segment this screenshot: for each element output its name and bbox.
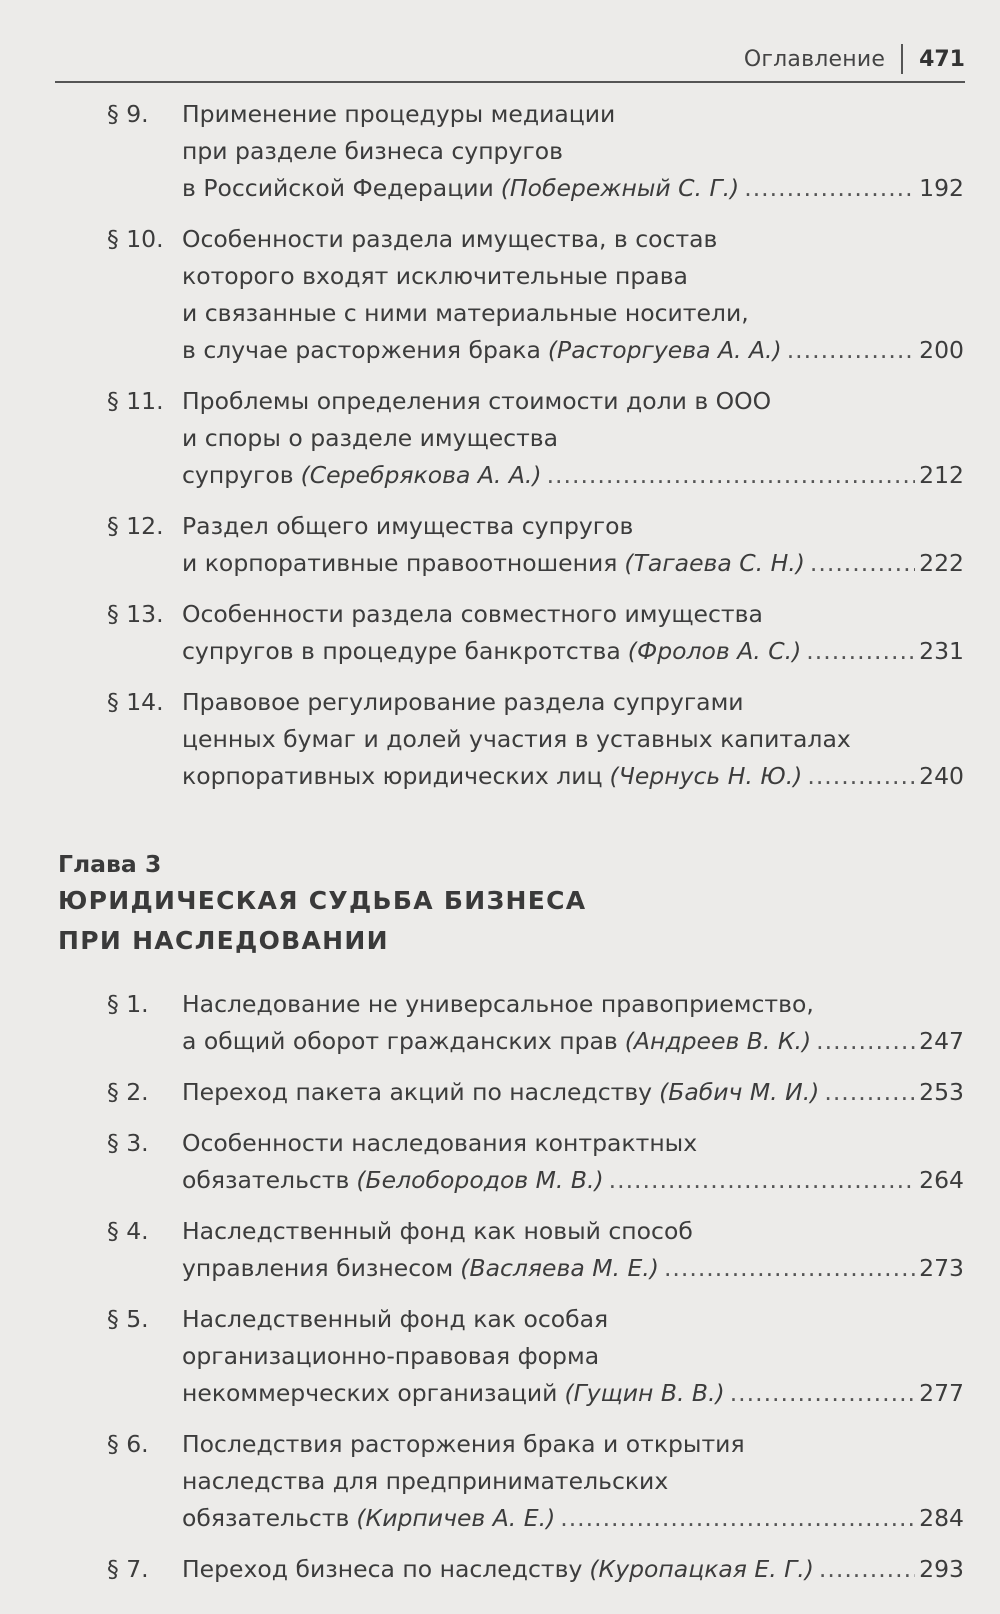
entry-text — [182, 96, 964, 207]
section-number: § 12. — [107, 512, 164, 540]
section-number: § 13. — [107, 600, 164, 628]
entry-title-line: в Российской Федерации — [182, 174, 494, 202]
entry-title-line: при разделе бизнеса супругов — [182, 137, 563, 165]
entry-final-line — [182, 1375, 964, 1412]
entry-title-line: а общий оборот гражданских прав — [182, 1027, 618, 1055]
entry-title-line: супругов — [182, 461, 294, 489]
section-number: § 1. — [107, 990, 149, 1018]
toc-list-chapter-2 — [0, 96, 1000, 809]
author-name: (Белобородов М. В.) — [356, 1166, 604, 1194]
entry-final-line — [182, 1250, 964, 1287]
author-name: (Бабич М. И.) — [659, 1078, 820, 1106]
toc-entry[interactable] — [0, 1125, 1000, 1199]
toc-entry[interactable] — [0, 1213, 1000, 1287]
entry-title-line: которого входят исключительные права — [182, 262, 688, 290]
entry-page-number[interactable]: 240 — [919, 762, 964, 790]
entry-page-number[interactable]: 231 — [919, 637, 964, 665]
section-number: § 3. — [107, 1129, 149, 1157]
section-number: § 5. — [107, 1305, 149, 1333]
entry-page-number[interactable]: 253 — [919, 1078, 964, 1106]
section-number: § 10. — [107, 225, 164, 253]
section-number: § 2. — [107, 1078, 149, 1106]
entry-title-line: Переход пакета акций по наследству — [182, 1078, 653, 1106]
toc-entry[interactable] — [0, 221, 1000, 369]
entry-text — [182, 986, 964, 1060]
entry-title-line: Наследственный фонд как особая — [182, 1305, 609, 1333]
entry-text — [182, 1301, 964, 1412]
entry-title-line: Особенности раздела совместного имущества — [182, 600, 763, 628]
entry-title-line: супругов в процедуре банкротства — [182, 637, 621, 665]
toc-entry[interactable] — [0, 1301, 1000, 1412]
dot-leader — [810, 545, 915, 582]
author-name: (Васляева М. Е.) — [460, 1254, 659, 1282]
entry-title-line: корпоративных юридических лиц — [182, 762, 603, 790]
running-header — [744, 44, 965, 74]
chapter-title-line-1: ЮРИДИЧЕСКАЯ СУДЬБА БИЗНЕСА — [58, 886, 587, 915]
entry-final-line — [182, 1500, 964, 1537]
entry-page-number[interactable]: 284 — [919, 1504, 964, 1532]
author-name: (Куропацкая Е. Г.) — [589, 1555, 814, 1583]
entry-final-line — [182, 1551, 964, 1588]
author-name: (Кирпичев А. Е.) — [356, 1504, 556, 1532]
entry-page-number[interactable]: 277 — [919, 1379, 964, 1407]
entry-final-line — [182, 1074, 964, 1111]
entry-title-line: Проблемы определения стоимости доли в ООО — [182, 387, 772, 415]
entry-title-line: Переход бизнеса по наследству — [182, 1555, 583, 1583]
toc-entry[interactable] — [0, 383, 1000, 494]
entry-text — [182, 1074, 964, 1111]
entry-text — [182, 1551, 964, 1588]
toc-entry[interactable] — [0, 96, 1000, 207]
section-number: § 14. — [107, 688, 164, 716]
author-name: (Расторгуева А. А.) — [547, 336, 782, 364]
entry-page-number[interactable]: 264 — [919, 1166, 964, 1194]
dot-leader — [609, 1162, 916, 1199]
toc-entry[interactable] — [0, 1074, 1000, 1111]
section-number: § 9. — [107, 100, 149, 128]
entry-title-line: Последствия расторжения брака и открытия — [182, 1430, 745, 1458]
section-number: § 11. — [107, 387, 164, 415]
entry-title-line: обязательств — [182, 1504, 350, 1532]
dot-leader — [560, 1500, 915, 1537]
entry-final-line — [182, 758, 964, 795]
author-name: (Андреев В. К.) — [624, 1027, 812, 1055]
entry-final-line — [182, 1162, 964, 1199]
author-name: (Серебрякова А. А.) — [300, 461, 542, 489]
entry-title-line: и споры о разделе имущества — [182, 424, 559, 452]
chapter-title-line-2: ПРИ НАСЛЕДОВАНИИ — [58, 926, 389, 955]
entry-final-line — [182, 332, 964, 369]
entry-final-line — [182, 170, 964, 207]
entry-title-line: Особенности раздела имущества, в состав — [182, 225, 718, 253]
entry-title-line: Раздел общего имущества супругов — [182, 512, 634, 540]
entry-page-number[interactable]: 192 — [919, 174, 964, 202]
entry-title-line: обязательств — [182, 1166, 350, 1194]
entry-page-number[interactable]: 247 — [919, 1027, 964, 1055]
section-number: § 4. — [107, 1217, 149, 1245]
entry-final-line — [182, 457, 964, 494]
running-header-separator — [901, 44, 903, 74]
entry-title-line: Наследование не универсальное правоприемство, — [182, 990, 814, 1018]
entry-title-line: некоммерческих организаций — [182, 1379, 558, 1407]
dot-leader — [819, 1551, 915, 1588]
entry-page-number[interactable]: 222 — [919, 549, 964, 577]
chapter-heading — [58, 847, 586, 961]
dot-leader — [787, 332, 915, 369]
dot-leader — [547, 457, 916, 494]
entry-final-line — [182, 545, 964, 582]
entry-title-line: Применение процедуры медиации — [182, 100, 616, 128]
header-rule — [55, 81, 965, 83]
section-number: § 6. — [107, 1430, 149, 1458]
dot-leader — [664, 1250, 915, 1287]
author-name: (Гущин В. В.) — [564, 1379, 725, 1407]
entry-text — [182, 1213, 964, 1287]
entry-text — [182, 383, 964, 494]
dot-leader — [806, 633, 915, 670]
page-number: 471 — [919, 46, 965, 72]
entry-text — [182, 1125, 964, 1199]
entry-text — [182, 596, 964, 670]
toc-entry[interactable] — [0, 1551, 1000, 1588]
entry-text — [182, 684, 964, 795]
entry-final-line — [182, 1023, 964, 1060]
dot-leader — [824, 1074, 915, 1111]
entry-page-number[interactable]: 212 — [919, 461, 964, 489]
entry-title-line: Особенности наследования контрактных — [182, 1129, 698, 1157]
toc-entry[interactable] — [0, 596, 1000, 670]
entry-page-number[interactable]: 273 — [919, 1254, 964, 1282]
toc-list-chapter-3 — [0, 986, 1000, 1602]
author-name: (Тагаева С. Н.) — [624, 549, 805, 577]
entry-title-line: Правовое регулирование раздела супругами — [182, 688, 744, 716]
entry-title-line: управления бизнесом — [182, 1254, 454, 1282]
entry-text — [182, 508, 964, 582]
entry-title-line: и связанные с ними материальные носители, — [182, 299, 749, 327]
dot-leader — [744, 170, 915, 207]
entry-final-line — [182, 633, 964, 670]
entry-title-line: Наследственный фонд как новый способ — [182, 1217, 693, 1245]
dot-leader — [730, 1375, 915, 1412]
author-name: (Побережный С. Г.) — [500, 174, 740, 202]
entry-page-number[interactable]: 200 — [919, 336, 964, 364]
chapter-label: Глава 3 — [58, 850, 162, 878]
entry-text — [182, 1426, 964, 1537]
entry-page-number[interactable]: 293 — [919, 1555, 964, 1583]
toc-entry[interactable] — [0, 508, 1000, 582]
entry-title-line: ценных бумаг и долей участия в уставных капиталах — [182, 725, 851, 753]
section-number: § 7. — [107, 1555, 149, 1583]
toc-entry[interactable] — [0, 1426, 1000, 1537]
dot-leader — [807, 758, 915, 795]
running-header-title: Оглавление — [743, 46, 886, 72]
entry-title-line: в случае расторжения брака — [182, 336, 541, 364]
author-name: (Фролов А. С.) — [627, 637, 802, 665]
entry-title-line: организационно-правовая форма — [182, 1342, 600, 1370]
entry-title-line: и корпоративные правоотношения — [182, 549, 618, 577]
author-name: (Чернусь Н. Ю.) — [609, 762, 803, 790]
toc-entry[interactable] — [0, 986, 1000, 1060]
entry-title-line: наследства для предпринимательских — [182, 1467, 669, 1495]
entry-text — [182, 221, 964, 369]
toc-entry[interactable] — [0, 684, 1000, 795]
dot-leader — [816, 1023, 915, 1060]
